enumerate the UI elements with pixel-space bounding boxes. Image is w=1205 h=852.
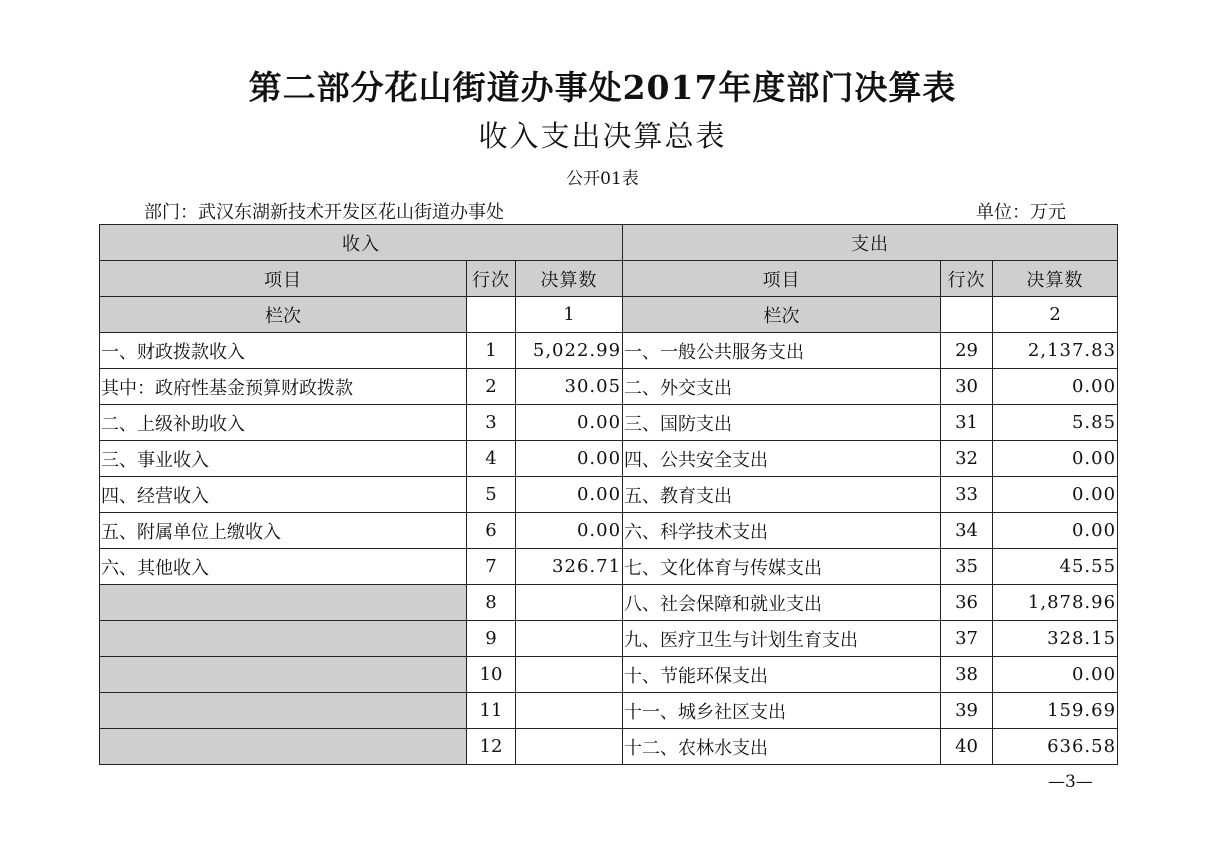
expense-item-cell: 八、社会保障和就业支出	[623, 585, 941, 621]
expense-item-cell: 五、教育支出	[623, 477, 941, 513]
expense-item-cell: 十、节能环保支出	[623, 657, 941, 693]
income-amount-cell: 30.05	[516, 369, 623, 405]
table-row	[100, 405, 1118, 441]
income-row-no-cell: 2	[467, 369, 516, 405]
income-row-no-cell: 12	[467, 729, 516, 765]
expense-amount-cell: 0.00	[993, 369, 1118, 405]
table-row	[100, 549, 1118, 585]
expense-amount-cell: 45.55	[993, 549, 1118, 585]
table-row	[100, 585, 1118, 621]
expense-item-cell: 四、公共安全支出	[623, 441, 941, 477]
income-row-no-cell: 6	[467, 513, 516, 549]
income-amount-cell: 0.00	[516, 441, 623, 477]
income-amount-cell: 0.00	[516, 513, 623, 549]
expense-item-cell: 一、一般公共服务支出	[623, 333, 941, 369]
expense-row-no-cell: 34	[941, 513, 993, 549]
income-column-label: 栏次	[100, 297, 467, 333]
expense-row-no-cell: 37	[941, 621, 993, 657]
income-row-no-cell: 10	[467, 657, 516, 693]
expense-amount-cell: 0.00	[993, 441, 1118, 477]
table-row	[100, 369, 1118, 405]
page-number: —3—	[1048, 772, 1093, 792]
expense-item-cell: 六、科学技术支出	[623, 513, 941, 549]
expense-amount-cell: 1,878.96	[993, 585, 1118, 621]
department-label: 部门：武汉东湖新技术开发区花山街道办事处	[144, 202, 504, 223]
expense-item-cell: 二、外交支出	[623, 369, 941, 405]
document-subtitle: 收入支出决算总表	[478, 119, 727, 153]
expense-row-no-cell: 38	[941, 657, 993, 693]
income-row-no-header: 行次	[467, 261, 516, 297]
income-row-no-cell: 5	[467, 477, 516, 513]
expense-item-header: 项目	[623, 261, 941, 297]
income-amount-cell	[516, 729, 623, 765]
expense-amount-cell: 0.00	[993, 477, 1118, 513]
table-row	[100, 333, 1118, 369]
income-amount-cell: 0.00	[516, 405, 623, 441]
document-title: 第二部分花山街道办事处2017年度部门决算表	[248, 68, 957, 107]
unit-label: 单位：万元	[976, 202, 1066, 223]
expense-amount-cell: 2,137.83	[993, 333, 1118, 369]
income-item-cell: 四、经营收入	[100, 477, 467, 513]
column-header-row	[100, 261, 1118, 297]
income-item-cell: 三、事业收入	[100, 441, 467, 477]
income-row-no-cell: 9	[467, 621, 516, 657]
table-row	[100, 621, 1118, 657]
income-expense-table	[99, 224, 1118, 765]
income-row-no-cell: 3	[467, 405, 516, 441]
table-row	[100, 477, 1118, 513]
income-row-no-cell: 11	[467, 693, 516, 729]
income-row-no-cell: 4	[467, 441, 516, 477]
expense-column-number: 2	[993, 297, 1118, 333]
income-item-cell: 一、财政拨款收入	[100, 333, 467, 369]
section-header-row	[100, 225, 1118, 261]
income-amount-cell	[516, 657, 623, 693]
income-amount-cell	[516, 585, 623, 621]
table-row	[100, 513, 1118, 549]
expense-row-no-cell: 39	[941, 693, 993, 729]
income-item-cell	[100, 657, 467, 693]
expense-amount-header: 决算数	[993, 261, 1118, 297]
expense-item-cell: 十一、城乡社区支出	[623, 693, 941, 729]
expense-amount-cell: 328.15	[993, 621, 1118, 657]
income-amount-cell: 0.00	[516, 477, 623, 513]
expense-section-header: 支出	[623, 225, 1118, 261]
table-row	[100, 657, 1118, 693]
table-row	[100, 729, 1118, 765]
expense-column-blank	[941, 297, 993, 333]
income-column-blank	[467, 297, 516, 333]
income-amount-cell: 5,022.99	[516, 333, 623, 369]
column-number-row	[100, 297, 1118, 333]
expense-amount-cell: 159.69	[993, 693, 1118, 729]
income-amount-cell	[516, 621, 623, 657]
expense-amount-cell: 0.00	[993, 513, 1118, 549]
income-amount-cell: 326.71	[516, 549, 623, 585]
expense-amount-cell: 636.58	[993, 729, 1118, 765]
income-item-cell	[100, 693, 467, 729]
expense-row-no-cell: 32	[941, 441, 993, 477]
income-amount-header: 决算数	[516, 261, 623, 297]
expense-row-no-cell: 36	[941, 585, 993, 621]
income-item-cell	[100, 585, 467, 621]
income-section-header: 收入	[100, 225, 623, 261]
expense-item-cell: 七、文化体育与传媒支出	[623, 549, 941, 585]
income-row-no-cell: 1	[467, 333, 516, 369]
income-item-header: 项目	[100, 261, 467, 297]
table-code: 公开01表	[566, 169, 639, 189]
income-item-cell: 二、上级补助收入	[100, 405, 467, 441]
expense-item-cell: 九、医疗卫生与计划生育支出	[623, 621, 941, 657]
expense-row-no-cell: 40	[941, 729, 993, 765]
income-item-cell: 六、其他收入	[100, 549, 467, 585]
expense-row-no-cell: 33	[941, 477, 993, 513]
income-row-no-cell: 7	[467, 549, 516, 585]
income-row-no-cell: 8	[467, 585, 516, 621]
income-item-cell	[100, 621, 467, 657]
income-item-cell	[100, 729, 467, 765]
expense-item-cell: 三、国防支出	[623, 405, 941, 441]
income-item-cell: 其中：政府性基金预算财政拨款	[100, 369, 467, 405]
expense-row-no-cell: 31	[941, 405, 993, 441]
expense-row-no-cell: 30	[941, 369, 993, 405]
expense-amount-cell: 5.85	[993, 405, 1118, 441]
income-item-cell: 五、附属单位上缴收入	[100, 513, 467, 549]
income-amount-cell	[516, 693, 623, 729]
expense-row-no-cell: 29	[941, 333, 993, 369]
expense-row-no-header: 行次	[941, 261, 993, 297]
expense-column-label: 栏次	[623, 297, 941, 333]
expense-amount-cell: 0.00	[993, 657, 1118, 693]
table-row	[100, 441, 1118, 477]
expense-item-cell: 十二、农林水支出	[623, 729, 941, 765]
expense-row-no-cell: 35	[941, 549, 993, 585]
table-row	[100, 693, 1118, 729]
income-column-number: 1	[516, 297, 623, 333]
